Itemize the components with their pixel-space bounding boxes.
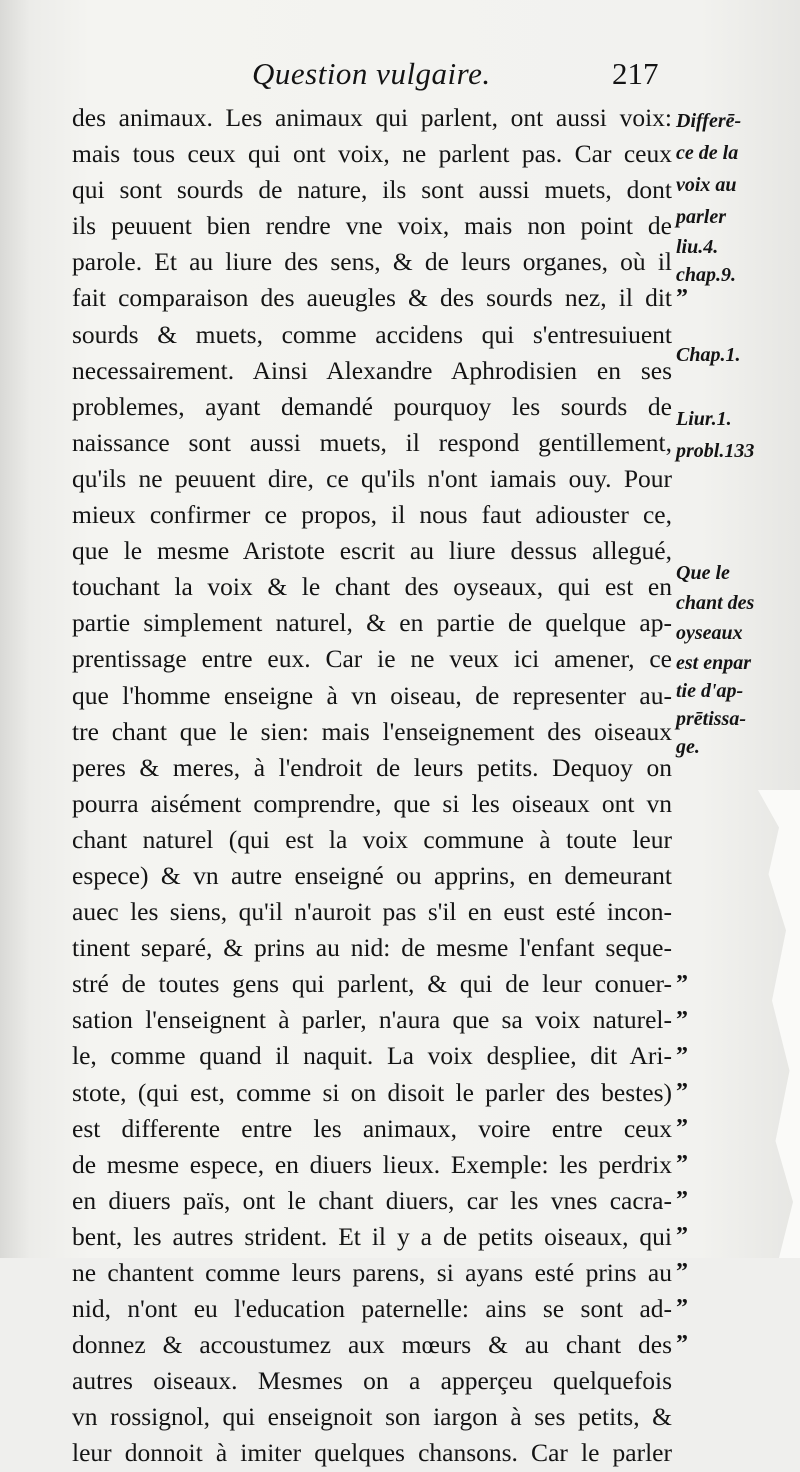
text-line: que l'homme enseigne à vn oiseau, de representer au- (72, 680, 672, 710)
text-line: sation l'enseignent à parler, n'aura que sa voix naturel- (72, 1005, 672, 1035)
margin-note: chant des (676, 592, 755, 614)
text-line: que le mesme Aristote escrit au liure dessus allegué, (72, 536, 672, 566)
text-line: des animaux. Les animaux qui parlent, ont aussi voix: (72, 103, 672, 132)
text-line: leur donnoit à imiter quelques chansons. Car le parler (72, 1438, 672, 1468)
margin-note: ce de la (676, 142, 739, 164)
text-line: naissance sont aussi muets, il respond gentillement, (72, 427, 672, 457)
quote-mark: ” (676, 1187, 688, 1213)
text-line: stote, (qui est, comme si on disoit le parler des bestes) (72, 1077, 672, 1107)
text-line: tre chant que le sien: mais l'enseignement des oiseaux (72, 716, 672, 746)
margin-note: voix au (676, 174, 737, 196)
page-header (0, 52, 800, 96)
text-line: est differente entre les animaux, voire entre ceux (72, 1113, 672, 1143)
page-number: 217 (612, 56, 659, 91)
margin-note: est enpar (676, 652, 751, 674)
margin-note: tie d'ap- (676, 680, 744, 702)
text-line: espece) & vn autre enseigné ou apprins, en demeurant (72, 860, 672, 890)
text-line: stré de toutes gens qui parlent, & qui de leur conuer- (72, 969, 672, 999)
margin-note: Que le (676, 562, 730, 584)
quote-mark: ” (676, 1115, 688, 1141)
quote-mark: ” (676, 1223, 688, 1249)
body-text (72, 100, 672, 1472)
margin-note: probl.133 (676, 440, 755, 462)
text-line: sourds & muets, comme accidens qui s'entresuiuent (72, 319, 672, 349)
text-line: problemes, ayant demandé pourquoy les sourds de (72, 391, 672, 421)
quote-mark: ” (676, 1331, 688, 1357)
text-line: parole. Et au liure des sens, & de leurs organes, où il (72, 247, 672, 277)
running-title: Question vulgaire. (252, 56, 491, 91)
margin-note: oyseaux (676, 622, 743, 644)
text-line: autres oiseaux. Mesmes on a apperçeu quelquefois (72, 1366, 672, 1396)
text-line: ils peuuent bien rendre vne voix, mais non point de (72, 211, 672, 241)
text-line: tinent separé, & prins au nid: de mesme l'enfant seque- (72, 933, 672, 963)
text-line: peres & meres, à l'endroit de leurs petits. Dequoy on (72, 752, 672, 782)
quote-mark: ” (676, 1079, 688, 1105)
text-line: pourra aisément comprendre, que si les oiseaux ont vn (72, 788, 672, 818)
text-line: vn rossignol, qui enseignoit son iargon à ses petits, & (72, 1402, 672, 1432)
text-line: qui sont sourds de nature, ils sont aussi muets, dont (72, 175, 672, 205)
quote-mark: ” (676, 1259, 688, 1285)
quote-mark: ” (676, 1295, 688, 1321)
text-line: de mesme espece, en diuers lieux. Exemple: les perdrix (72, 1149, 672, 1179)
text-line: en diuers païs, ont le chant diuers, car les vnes cacra- (72, 1185, 672, 1215)
quote-mark: ” (676, 1007, 688, 1033)
margin-note: chap.9. (676, 264, 736, 286)
margin-note: liu.4. (676, 236, 719, 258)
margin-note: Differē- (676, 110, 742, 132)
text-line: auec les siens, qu'il n'auroit pas s'il en eust esté incon- (72, 897, 672, 927)
quote-mark: ” (676, 1043, 688, 1069)
quote-mark: ” (676, 285, 688, 311)
margin-note: Liur.1. (676, 408, 732, 430)
torn-page-edge (730, 790, 800, 1258)
text-line: mais tous ceux qui ont voix, ne parlent pas. Car ceux (72, 139, 672, 169)
text-line: partie simplement naturel, & en partie de quelque ap- (72, 608, 672, 638)
text-line: necessairement. Ainsi Alexandre Aphrodisien en ses (72, 355, 672, 385)
text-line: nid, n'ont eu l'education paternelle: ains se sont ad- (72, 1294, 672, 1324)
text-line: touchant la voix & le chant des oyseaux, qui est en (72, 572, 672, 602)
quote-mark: ” (676, 1151, 688, 1177)
text-line: chant naturel (qui est la voix commune à toute leur (72, 824, 672, 854)
margin-note: Chap.1. (676, 344, 741, 366)
text-line: qu'ils ne peuuent dire, ce qu'ils n'ont iamais ouy. Pour (72, 463, 672, 493)
text-line: prentissage entre eux. Car ie ne veux ici amener, ce (72, 644, 672, 674)
text-line: fait comparaison des aueugles & des sourds nez, il dit (72, 283, 672, 313)
text-line: ne chantent comme leurs parens, si ayans esté prins au (72, 1258, 672, 1287)
text-line: le, comme quand il naquit. La voix despliee, dit Ari- (72, 1041, 672, 1071)
margin-note: parler (676, 206, 726, 228)
margin-note: prētissa- (676, 708, 746, 730)
text-line: mieux confirmer ce propos, il nous faut adiouster ce, (72, 500, 672, 530)
quote-mark: ” (676, 971, 688, 997)
margin-note: ge. (676, 736, 700, 758)
text-line: donnez & accoustumez aux mœurs & au chant des (72, 1330, 672, 1360)
text-line: bent, les autres strident. Et il y a de petits oiseaux, qui (72, 1221, 672, 1251)
